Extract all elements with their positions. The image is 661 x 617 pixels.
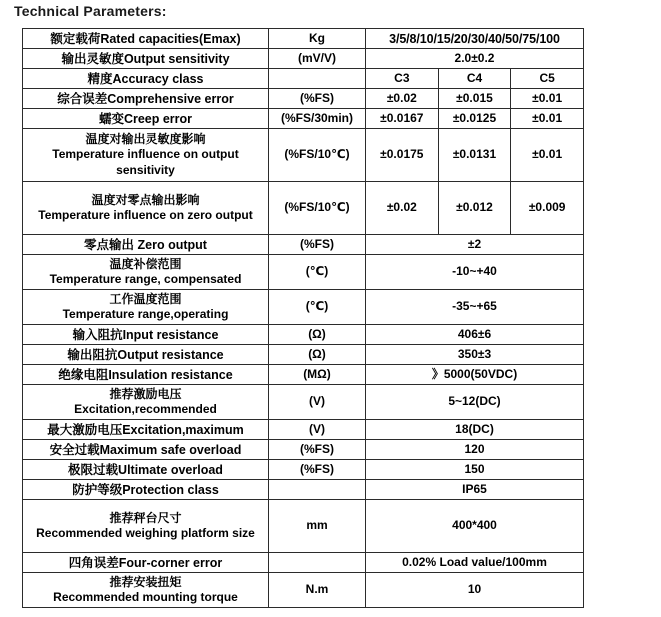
table-row <box>23 420 584 440</box>
parameter-value-text: 150 <box>464 461 485 476</box>
parameter-name-cell <box>23 290 269 325</box>
table-row <box>23 129 584 182</box>
parameter-value-text: 400*400 <box>452 518 497 533</box>
parameter-name-cell <box>23 420 269 440</box>
parameter-unit-cell: (%FS/10℃) <box>269 182 366 235</box>
parameter-value-cell-class-4: ±0.0131 <box>438 129 511 182</box>
parameter-unit-cell: Kg <box>269 29 366 49</box>
parameter-unit-cell: (%FS) <box>269 460 366 480</box>
parameter-unit-cell: (%FS/10℃) <box>269 129 366 182</box>
parameter-value-text: IP65 <box>462 481 487 496</box>
parameter-unit-cell: (℃) <box>269 255 366 290</box>
page-title: Technical Parameters: <box>14 3 167 19</box>
parameter-value-text: 5~12(DC) <box>448 394 501 409</box>
parameter-value-cell-class-4: ±0.015 <box>438 89 511 109</box>
parameter-value-cell <box>366 460 584 480</box>
parameter-unit-cell: (mV/V) <box>269 49 366 69</box>
parameter-name-line: 安全过载Maximum safe overload <box>49 442 242 457</box>
parameter-value-cell-class-3: ±0.02 <box>366 182 439 235</box>
table-row <box>23 480 584 500</box>
parameter-value-cell-class-5: C5 <box>511 69 584 89</box>
parameter-unit-cell: (%FS) <box>269 440 366 460</box>
table-row <box>23 440 584 460</box>
parameter-name-cell <box>23 345 269 365</box>
parameter-name-cell <box>23 553 269 573</box>
table-row <box>23 573 584 608</box>
parameter-value-text: 18(DC) <box>455 421 494 436</box>
parameter-value-text: 2.0±0.2 <box>454 50 495 65</box>
parameter-value-text: 350±3 <box>457 346 492 361</box>
parameter-unit-cell: (Ω) <box>269 325 366 345</box>
table-row <box>23 109 584 129</box>
parameter-value-cell <box>366 420 584 440</box>
table-row <box>23 365 584 385</box>
parameter-unit-cell: (℃) <box>269 290 366 325</box>
parameter-name-cell <box>23 365 269 385</box>
parameter-name-line: 输入阻抗Input resistance <box>72 327 219 342</box>
parameter-unit-cell <box>269 553 366 573</box>
parameter-name-line: 蠕变Creep error <box>98 111 193 126</box>
table-row <box>23 553 584 573</box>
parameter-name-line: 输出灵敏度Output sensitivity <box>61 51 230 66</box>
parameter-value-cell <box>366 500 584 553</box>
parameter-value-cell-class-5: ±0.009 <box>511 182 584 235</box>
parameter-value-cell <box>366 440 584 460</box>
parameter-unit-cell: (%FS/30min) <box>269 109 366 129</box>
spec-table-body <box>23 29 584 608</box>
parameter-value-cell-class-5: ±0.01 <box>511 109 584 129</box>
parameter-value-cell-class-5: ±0.01 <box>511 129 584 182</box>
table-row <box>23 500 584 553</box>
table-row <box>23 385 584 420</box>
parameter-name-cell <box>23 500 269 553</box>
parameter-value-cell <box>366 235 584 255</box>
parameter-name-line: 温度补偿范围 <box>109 256 182 271</box>
parameter-name-line: 推荐激励电压 <box>109 386 182 401</box>
parameter-name-line: 零点输出 Zero output <box>84 237 207 252</box>
parameter-name-cell <box>23 573 269 608</box>
parameter-unit-cell: (%FS) <box>269 89 366 109</box>
parameter-value-cell-class-3: ±0.0175 <box>366 129 439 182</box>
parameter-name-line: 推荐安装扭矩 <box>109 574 182 589</box>
table-row <box>23 89 584 109</box>
parameter-value-text: -10~+40 <box>452 264 497 279</box>
table-row <box>23 182 584 235</box>
parameter-name-cell <box>23 235 269 255</box>
parameter-name-line: Temperature range,operating <box>62 307 229 321</box>
parameter-value-cell-class-3: ±0.02 <box>366 89 439 109</box>
parameter-name-cell <box>23 255 269 290</box>
parameter-name-line: 最大激励电压Excitation,maximum <box>47 422 244 437</box>
parameter-value-cell <box>366 29 584 49</box>
parameter-name-line: 工作温度范围 <box>109 291 182 306</box>
parameter-name-line: 温度对零点输出影响 <box>91 192 200 207</box>
parameter-name-line: Temperature influence on output sensitivity <box>52 147 239 177</box>
parameter-value-cell <box>366 325 584 345</box>
parameter-name-line: Recommended mounting torque <box>53 590 238 604</box>
parameter-unit-cell: (Ω) <box>269 345 366 365</box>
parameter-name-line: 综合误差Comprehensive error <box>57 91 234 106</box>
parameter-value-cell-class-4: ±0.0125 <box>438 109 511 129</box>
technical-parameters-table <box>22 28 583 608</box>
parameter-unit-cell <box>269 480 366 500</box>
parameter-value-cell-class-3: C3 <box>366 69 439 89</box>
parameter-value-cell <box>366 345 584 365</box>
parameter-value-text: 406±6 <box>457 326 492 341</box>
table-row <box>23 345 584 365</box>
parameter-name-line: Recommended weighing platform size <box>36 526 255 540</box>
table-row <box>23 235 584 255</box>
parameter-value-cell-class-5: ±0.01 <box>511 89 584 109</box>
parameter-value-text: -35~+65 <box>452 299 497 314</box>
table-row <box>23 29 584 49</box>
parameter-value-cell-class-3: ±0.0167 <box>366 109 439 129</box>
parameter-value-text: 10 <box>467 582 482 597</box>
parameter-name-line: 输出阻抗Output resistance <box>67 347 224 362</box>
table-row <box>23 69 584 89</box>
parameter-name-line: Temperature influence on zero output <box>38 208 253 222</box>
parameter-name-cell <box>23 440 269 460</box>
parameter-value-text: 0.02% Load value/100mm <box>402 554 547 569</box>
parameter-name-line: 温度对输出灵敏度影响 <box>85 131 206 146</box>
parameter-value-cell <box>366 480 584 500</box>
parameter-name-cell <box>23 385 269 420</box>
parameter-name-line: 四角误差Four-corner error <box>68 555 223 570</box>
parameter-unit-cell: (%FS) <box>269 235 366 255</box>
parameter-name-cell <box>23 325 269 345</box>
parameter-value-cell <box>366 255 584 290</box>
parameter-name-cell <box>23 109 269 129</box>
parameter-name-cell <box>23 29 269 49</box>
parameter-unit-cell: (MΩ) <box>269 365 366 385</box>
parameter-name-cell <box>23 89 269 109</box>
parameter-value-text: 》5000(50VDC) <box>431 366 518 381</box>
parameter-unit-cell: mm <box>269 500 366 553</box>
parameter-value-text: ±2 <box>467 236 482 251</box>
parameter-value-cell <box>366 573 584 608</box>
parameter-value-cell-class-4: ±0.012 <box>438 182 511 235</box>
table-row <box>23 255 584 290</box>
parameter-name-cell <box>23 49 269 69</box>
parameter-name-cell <box>23 460 269 480</box>
parameter-name-line: 推荐秤台尺寸 <box>109 510 182 525</box>
parameter-unit-cell: (V) <box>269 385 366 420</box>
table-row <box>23 460 584 480</box>
parameter-value-cell <box>366 385 584 420</box>
table-row <box>23 49 584 69</box>
parameter-name-cell <box>23 129 269 182</box>
parameter-name-line: Temperature range, compensated <box>49 272 242 286</box>
table-row <box>23 325 584 345</box>
parameter-unit-cell: (V) <box>269 420 366 440</box>
parameter-name-cell <box>23 480 269 500</box>
parameter-name-line: Excitation,recommended <box>74 402 217 416</box>
parameter-unit-cell: N.m <box>269 573 366 608</box>
parameter-value-text: 120 <box>464 441 485 456</box>
parameter-value-cell-class-4: C4 <box>438 69 511 89</box>
parameter-value-text: 3/5/8/10/15/20/30/40/50/75/100 <box>389 31 560 46</box>
table-row <box>23 290 584 325</box>
spec-table <box>22 28 584 608</box>
parameter-unit-cell <box>269 69 366 89</box>
parameter-name-cell <box>23 69 269 89</box>
parameter-name-line: 精度Accuracy class <box>87 71 204 86</box>
parameter-value-cell <box>366 290 584 325</box>
parameter-name-line: 防护等级Protection class <box>72 482 219 497</box>
parameter-name-cell <box>23 182 269 235</box>
parameter-value-cell <box>366 553 584 573</box>
parameter-name-line: 极限过载Ultimate overload <box>68 462 223 477</box>
parameter-value-cell <box>366 49 584 69</box>
parameter-name-line: 绝缘电阻Insulation resistance <box>58 367 233 382</box>
parameter-name-line: 额定载荷Rated capacities(Emax) <box>50 31 241 46</box>
parameter-value-cell <box>366 365 584 385</box>
